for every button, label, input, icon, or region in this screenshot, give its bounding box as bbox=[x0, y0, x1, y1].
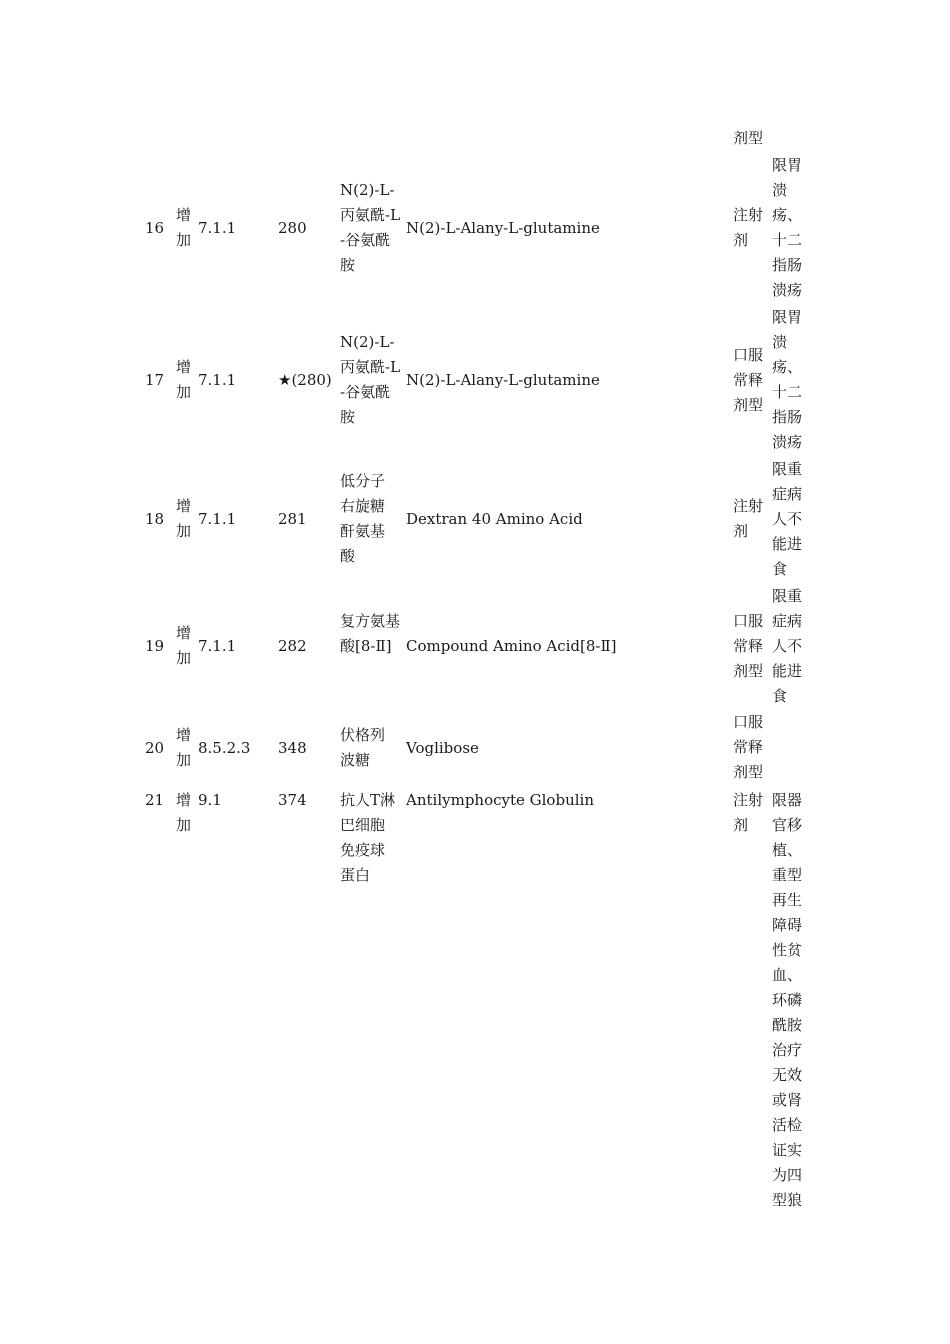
action-cell: 增加 bbox=[176, 206, 192, 249]
remark: 限重症病人不能进食 bbox=[772, 460, 803, 578]
section-cell: 8.5.2.3 bbox=[198, 739, 251, 757]
section-cell: 7.1.1 bbox=[198, 637, 237, 655]
section-cell: 9.1 bbox=[198, 791, 222, 809]
section-cell: 7.1.1 bbox=[198, 510, 237, 528]
chinese-name: 低分子右旋糖酐氨基酸 bbox=[340, 472, 386, 565]
remark: 限重症病人不能进食 bbox=[772, 587, 803, 705]
section-cell: 7.1.1 bbox=[198, 371, 237, 389]
action-cell: 增加 bbox=[176, 624, 192, 667]
catalog-number: 348 bbox=[278, 739, 307, 757]
dosage-form: 口服常释剂型 bbox=[733, 612, 764, 680]
dosage-form: 口服常释剂型 bbox=[733, 713, 764, 781]
dosage-form: 注射剂 bbox=[733, 206, 764, 249]
remark: 限胃溃疡、十二指肠溃疡 bbox=[772, 308, 803, 451]
row-number: 19 bbox=[145, 637, 165, 655]
catalog-number: ★(280) bbox=[278, 371, 332, 389]
row-number: 21 bbox=[145, 791, 165, 809]
english-name: N(2)-L-Alany-L-glutamine bbox=[406, 219, 600, 237]
english-name: Dextran 40 Amino Acid bbox=[406, 510, 583, 528]
row-number: 17 bbox=[145, 371, 165, 389]
action-cell: 增加 bbox=[176, 497, 192, 540]
action-cell: 增加 bbox=[176, 791, 192, 834]
catalog-number: 280 bbox=[278, 219, 307, 237]
catalog-number: 374 bbox=[278, 791, 307, 809]
english-name: Antilymphocyte Globulin bbox=[406, 791, 594, 809]
dosage-form: 口服常释剂型 bbox=[733, 346, 764, 414]
remark: 限器官移植、重型再生障碍性贫血、环磷酰胺治疗无效或肾活检证实为四型狼 bbox=[772, 791, 803, 1209]
english-name: N(2)-L-Alany-L-glutamine bbox=[406, 371, 600, 389]
english-name: Compound Amino Acid[8-Ⅱ] bbox=[406, 637, 617, 655]
chinese-name: N(2)-L-丙氨酰-L-谷氨酰胺 bbox=[340, 181, 401, 274]
row-number: 18 bbox=[145, 510, 165, 528]
action-cell: 增加 bbox=[176, 358, 192, 401]
chinese-name: 伏格列波糖 bbox=[340, 726, 386, 769]
section-cell: 7.1.1 bbox=[198, 219, 237, 237]
dosage-form: 注射剂 bbox=[733, 497, 764, 540]
chinese-name: 复方氨基酸[8-Ⅱ] bbox=[340, 612, 401, 655]
remark: 限胃溃疡、十二指肠溃疡 bbox=[772, 156, 803, 299]
chinese-name: 抗人T淋巴细胞免疫球蛋白 bbox=[340, 791, 396, 884]
row-number: 20 bbox=[145, 739, 165, 757]
catalog-number: 281 bbox=[278, 510, 307, 528]
english-name: Voglibose bbox=[406, 739, 479, 757]
chinese-name: N(2)-L-丙氨酰-L-谷氨酰胺 bbox=[340, 333, 401, 426]
dosage-fragment: 剂型 bbox=[733, 129, 764, 147]
row-number: 16 bbox=[145, 219, 165, 237]
catalog-number: 282 bbox=[278, 637, 307, 655]
dosage-form: 注射剂 bbox=[733, 791, 764, 834]
action-cell: 增加 bbox=[176, 726, 192, 769]
